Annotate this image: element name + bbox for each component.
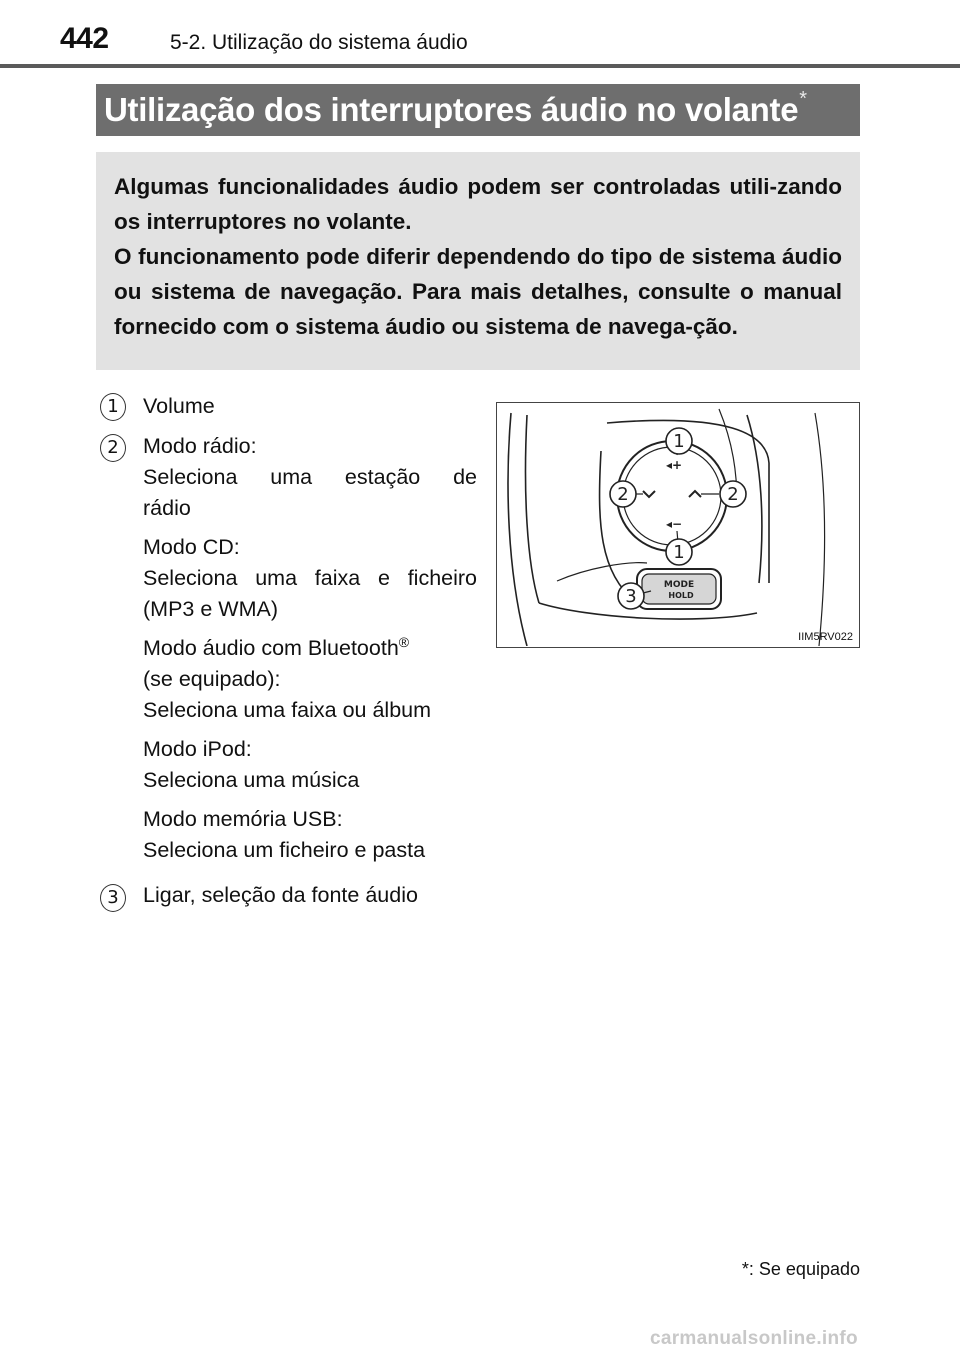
item-3-text <box>143 880 477 919</box>
mode-usb-label: Modo memória USB: <box>143 807 343 831</box>
footnote-text: : Se equipado <box>748 1259 860 1279</box>
footnote-asterisk: * <box>741 1259 749 1279</box>
intro-box <box>96 152 860 370</box>
intro-paragraph-2: O funcionamento pode diferir dependendo do tipo de sistema áudio ou sistema de navegação. Para mais detalhes, consulte o manual fornecido com o sistema áudio ou sistema de navega-ção. <box>114 244 842 339</box>
mode-ipod-desc: Seleciona uma música <box>143 768 360 792</box>
callout-2-right: 2 <box>727 484 739 505</box>
title-text: Utilização dos interruptores áudio no volante <box>104 91 799 128</box>
registered-mark: ® <box>398 633 410 650</box>
wheel-edge-right <box>815 413 825 646</box>
hold-button-label: HOLD <box>668 591 694 600</box>
mode-usb-desc: Seleciona um ficheiro e pasta <box>143 838 426 862</box>
volume-down-icon: ◂− <box>665 517 683 531</box>
number-badge-2: 2 <box>100 434 126 462</box>
steering-switch-illustration <box>497 403 858 646</box>
title-bar <box>96 84 860 136</box>
mode-radio <box>143 431 477 524</box>
mode-usb <box>143 804 477 866</box>
wheel-rim-outer <box>508 413 527 646</box>
mode-bluetooth-desc: Seleciona uma faixa ou álbum <box>143 698 432 722</box>
watermark: carmanualsonline.info <box>650 1328 858 1349</box>
number-badge-3: 3 <box>100 884 126 912</box>
volume-up-icon: ◂+ <box>665 458 683 472</box>
seek-up-chevron <box>689 491 701 497</box>
callout-3: 3 <box>625 586 637 607</box>
callout-1-bottom: 1 <box>673 542 685 563</box>
mode-ipod-label: Modo iPod: <box>143 737 252 761</box>
intro-paragraph-1: Algumas funcionalidades áudio podem ser controladas utili-zando os interruptores no volante. <box>114 174 842 234</box>
mode-ipod <box>143 734 477 796</box>
seek-down-chevron <box>643 491 655 497</box>
spoke-bottom <box>539 603 757 619</box>
footnote <box>742 1259 860 1280</box>
item-2-text <box>143 431 477 874</box>
mode-bluetooth-label: Modo áudio com Bluetooth <box>143 636 399 660</box>
section-title: 5-2. Utilização do sistema áudio <box>170 31 468 54</box>
wheel-rim-inner <box>526 415 540 603</box>
spoke-right-curve <box>747 415 762 583</box>
mode-radio-label: Modo rádio: <box>143 434 257 458</box>
header-rule <box>0 64 960 68</box>
mode-cd-label: Modo CD: <box>143 535 240 559</box>
mode-button-label: MODE <box>663 580 695 590</box>
steering-switch-figure <box>496 402 860 648</box>
number-badge-1: 1 <box>100 393 126 421</box>
item-3-line: Ligar, seleção da fonte áudio <box>143 883 418 907</box>
mode-radio-desc: Seleciona uma estação de <box>143 465 477 489</box>
figure-code: IIM5RV022 <box>798 631 853 643</box>
item-1-line: Volume <box>143 394 215 418</box>
callout-2-left: 2 <box>617 484 629 505</box>
callout-1-top: 1 <box>673 431 685 452</box>
item-1-text <box>143 391 477 430</box>
title-asterisk: * <box>799 88 808 110</box>
mode-radio-desc-end: rádio <box>143 496 191 520</box>
mode-bluetooth-sub: (se equipado): <box>143 667 281 691</box>
mode-cd <box>143 532 477 625</box>
spoke-line-lower <box>557 563 647 581</box>
mode-cd-desc: Seleciona uma faixa e ficheiro (MP3 e WMA) <box>143 566 477 621</box>
spoke-inner <box>600 451 637 603</box>
mode-bluetooth <box>143 633 477 726</box>
page-number: 442 <box>60 22 109 55</box>
